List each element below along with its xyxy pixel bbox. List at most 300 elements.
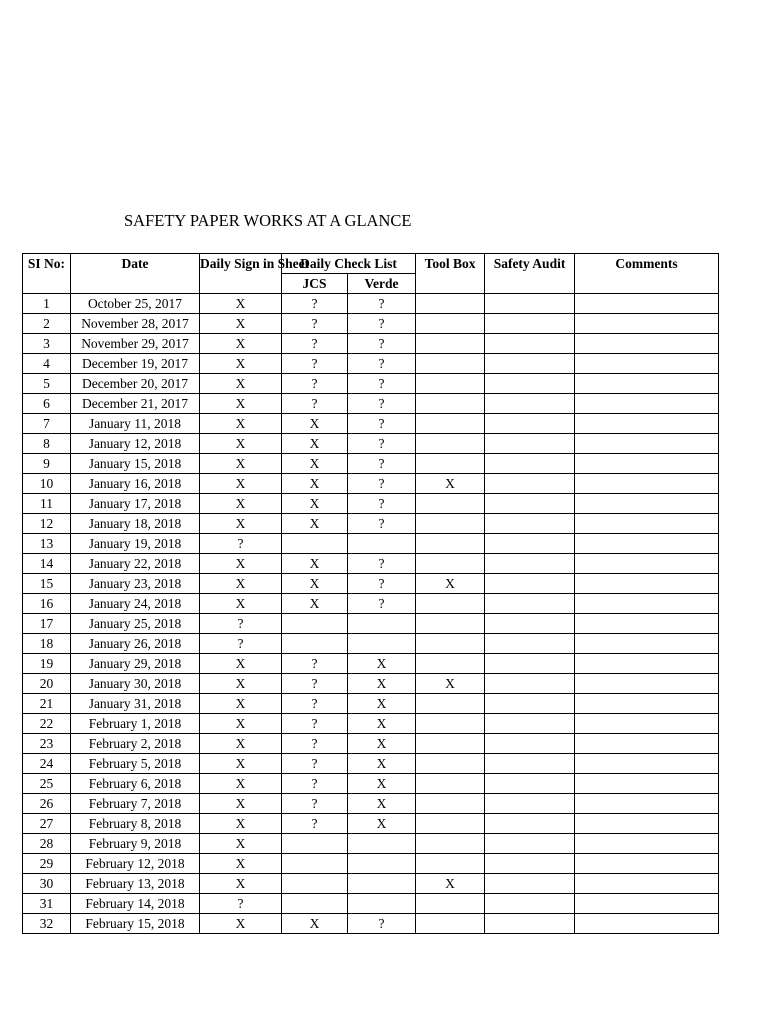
cell-daily-sign: X <box>200 654 282 674</box>
cell-date: January 12, 2018 <box>71 434 200 454</box>
cell-date: February 7, 2018 <box>71 794 200 814</box>
cell-tool-box <box>416 354 485 374</box>
cell-safety-audit <box>485 694 575 714</box>
cell-jcs <box>282 874 348 894</box>
header-daily-check-list: Daily Check List <box>282 254 416 274</box>
cell-safety-audit <box>485 814 575 834</box>
cell-jcs: ? <box>282 714 348 734</box>
table-row <box>23 554 719 574</box>
cell-jcs: ? <box>282 354 348 374</box>
table-row <box>23 854 719 874</box>
cell-daily-sign: X <box>200 734 282 754</box>
cell-safety-audit <box>485 534 575 554</box>
cell-si-no: 30 <box>23 874 71 894</box>
cell-comments <box>575 454 719 474</box>
table-row <box>23 914 719 934</box>
cell-comments <box>575 294 719 314</box>
cell-si-no: 19 <box>23 654 71 674</box>
table-row <box>23 654 719 674</box>
cell-jcs: ? <box>282 374 348 394</box>
cell-tool-box <box>416 914 485 934</box>
cell-tool-box <box>416 494 485 514</box>
table-row <box>23 814 719 834</box>
cell-daily-sign: X <box>200 494 282 514</box>
cell-si-no: 4 <box>23 354 71 374</box>
cell-date: December 19, 2017 <box>71 354 200 374</box>
cell-jcs <box>282 534 348 554</box>
cell-daily-sign: ? <box>200 634 282 654</box>
cell-tool-box <box>416 774 485 794</box>
cell-daily-sign: X <box>200 454 282 474</box>
cell-daily-sign: X <box>200 674 282 694</box>
cell-si-no: 2 <box>23 314 71 334</box>
cell-si-no: 32 <box>23 914 71 934</box>
cell-comments <box>575 674 719 694</box>
header-tool-box: Tool Box <box>416 254 485 294</box>
cell-tool-box: X <box>416 874 485 894</box>
cell-tool-box <box>416 294 485 314</box>
cell-daily-sign: X <box>200 414 282 434</box>
cell-verde: X <box>348 654 416 674</box>
cell-si-no: 17 <box>23 614 71 634</box>
cell-comments <box>575 774 719 794</box>
cell-daily-sign: X <box>200 914 282 934</box>
cell-verde: X <box>348 794 416 814</box>
table-row <box>23 834 719 854</box>
header-verde: Verde <box>348 274 416 294</box>
cell-si-no: 14 <box>23 554 71 574</box>
cell-tool-box <box>416 534 485 554</box>
cell-verde: ? <box>348 314 416 334</box>
cell-tool-box <box>416 614 485 634</box>
cell-safety-audit <box>485 634 575 654</box>
cell-tool-box <box>416 594 485 614</box>
cell-safety-audit <box>485 294 575 314</box>
cell-safety-audit <box>485 414 575 434</box>
cell-tool-box <box>416 814 485 834</box>
cell-tool-box <box>416 754 485 774</box>
cell-jcs: ? <box>282 654 348 674</box>
safety-paperwork-table <box>22 253 719 934</box>
cell-comments <box>575 354 719 374</box>
cell-si-no: 12 <box>23 514 71 534</box>
cell-safety-audit <box>485 754 575 774</box>
cell-jcs: ? <box>282 294 348 314</box>
cell-tool-box <box>416 854 485 874</box>
cell-daily-sign: ? <box>200 534 282 554</box>
cell-verde: ? <box>348 434 416 454</box>
table-row <box>23 694 719 714</box>
cell-si-no: 18 <box>23 634 71 654</box>
table-row <box>23 414 719 434</box>
header-daily-sign: Daily Sign in Sheet <box>200 254 282 294</box>
table-row <box>23 634 719 654</box>
cell-comments <box>575 694 719 714</box>
cell-date: January 19, 2018 <box>71 534 200 554</box>
cell-daily-sign: X <box>200 814 282 834</box>
cell-verde: ? <box>348 514 416 534</box>
cell-verde: ? <box>348 594 416 614</box>
cell-date: February 15, 2018 <box>71 914 200 934</box>
cell-si-no: 15 <box>23 574 71 594</box>
cell-tool-box <box>416 694 485 714</box>
cell-verde: X <box>348 674 416 694</box>
cell-daily-sign: X <box>200 714 282 734</box>
cell-tool-box <box>416 734 485 754</box>
cell-verde <box>348 854 416 874</box>
cell-verde <box>348 614 416 634</box>
cell-date: February 2, 2018 <box>71 734 200 754</box>
cell-jcs: ? <box>282 674 348 694</box>
cell-safety-audit <box>485 854 575 874</box>
table-row <box>23 714 719 734</box>
cell-jcs: X <box>282 494 348 514</box>
cell-jcs: X <box>282 554 348 574</box>
cell-tool-box <box>416 654 485 674</box>
cell-daily-sign: ? <box>200 894 282 914</box>
cell-tool-box <box>416 434 485 454</box>
cell-date: January 24, 2018 <box>71 594 200 614</box>
cell-si-no: 6 <box>23 394 71 414</box>
cell-safety-audit <box>485 794 575 814</box>
cell-si-no: 5 <box>23 374 71 394</box>
cell-tool-box: X <box>416 474 485 494</box>
table-row <box>23 374 719 394</box>
cell-jcs: ? <box>282 314 348 334</box>
cell-jcs: X <box>282 574 348 594</box>
cell-safety-audit <box>485 674 575 694</box>
table-row <box>23 534 719 554</box>
table-row <box>23 754 719 774</box>
cell-verde <box>348 834 416 854</box>
cell-comments <box>575 314 719 334</box>
cell-safety-audit <box>485 574 575 594</box>
cell-verde: ? <box>348 574 416 594</box>
table-row <box>23 314 719 334</box>
table-row <box>23 454 719 474</box>
cell-comments <box>575 554 719 574</box>
cell-si-no: 21 <box>23 694 71 714</box>
cell-verde: ? <box>348 334 416 354</box>
cell-si-no: 27 <box>23 814 71 834</box>
cell-verde: X <box>348 774 416 794</box>
cell-daily-sign: X <box>200 514 282 534</box>
cell-verde <box>348 634 416 654</box>
cell-jcs: X <box>282 514 348 534</box>
cell-date: January 23, 2018 <box>71 574 200 594</box>
cell-comments <box>575 394 719 414</box>
header-si-no: SI No: <box>23 254 71 294</box>
cell-verde: X <box>348 754 416 774</box>
table-row <box>23 294 719 314</box>
cell-verde: X <box>348 714 416 734</box>
cell-safety-audit <box>485 374 575 394</box>
cell-date: February 1, 2018 <box>71 714 200 734</box>
cell-comments <box>575 914 719 934</box>
header-comments: Comments <box>575 254 719 294</box>
table-row <box>23 514 719 534</box>
cell-date: February 12, 2018 <box>71 854 200 874</box>
cell-tool-box <box>416 334 485 354</box>
cell-comments <box>575 874 719 894</box>
cell-comments <box>575 854 719 874</box>
cell-jcs <box>282 854 348 874</box>
document-title: SAFETY PAPER WORKS AT A GLANCE <box>124 211 412 230</box>
cell-date: January 17, 2018 <box>71 494 200 514</box>
cell-verde: X <box>348 694 416 714</box>
cell-tool-box <box>416 834 485 854</box>
cell-safety-audit <box>485 494 575 514</box>
table-row <box>23 574 719 594</box>
cell-tool-box <box>416 894 485 914</box>
cell-safety-audit <box>485 614 575 634</box>
cell-verde: ? <box>348 454 416 474</box>
cell-daily-sign: X <box>200 434 282 454</box>
cell-jcs: X <box>282 434 348 454</box>
cell-verde: X <box>348 814 416 834</box>
cell-si-no: 22 <box>23 714 71 734</box>
cell-safety-audit <box>485 834 575 854</box>
cell-si-no: 3 <box>23 334 71 354</box>
cell-date: December 20, 2017 <box>71 374 200 394</box>
table-row <box>23 434 719 454</box>
cell-jcs: X <box>282 594 348 614</box>
table-row <box>23 734 719 754</box>
cell-tool-box <box>416 714 485 734</box>
cell-safety-audit <box>485 774 575 794</box>
cell-safety-audit <box>485 594 575 614</box>
cell-date: January 25, 2018 <box>71 614 200 634</box>
cell-comments <box>575 374 719 394</box>
cell-safety-audit <box>485 874 575 894</box>
table-row <box>23 874 719 894</box>
cell-daily-sign: X <box>200 554 282 574</box>
table-row <box>23 334 719 354</box>
cell-si-no: 1 <box>23 294 71 314</box>
cell-safety-audit <box>485 434 575 454</box>
cell-tool-box <box>416 454 485 474</box>
cell-daily-sign: X <box>200 474 282 494</box>
cell-date: November 28, 2017 <box>71 314 200 334</box>
table-row <box>23 594 719 614</box>
cell-si-no: 25 <box>23 774 71 794</box>
cell-date: January 22, 2018 <box>71 554 200 574</box>
cell-date: February 9, 2018 <box>71 834 200 854</box>
cell-jcs <box>282 614 348 634</box>
cell-jcs: X <box>282 454 348 474</box>
cell-si-no: 9 <box>23 454 71 474</box>
cell-safety-audit <box>485 654 575 674</box>
cell-jcs: ? <box>282 794 348 814</box>
cell-safety-audit <box>485 894 575 914</box>
cell-daily-sign: X <box>200 754 282 774</box>
cell-date: January 18, 2018 <box>71 514 200 534</box>
cell-safety-audit <box>485 334 575 354</box>
cell-comments <box>575 494 719 514</box>
cell-date: October 25, 2017 <box>71 294 200 314</box>
cell-date: February 6, 2018 <box>71 774 200 794</box>
cell-daily-sign: X <box>200 774 282 794</box>
cell-verde: ? <box>348 354 416 374</box>
cell-jcs: ? <box>282 694 348 714</box>
table-row <box>23 794 719 814</box>
cell-tool-box <box>416 394 485 414</box>
cell-si-no: 28 <box>23 834 71 854</box>
cell-tool-box <box>416 314 485 334</box>
cell-tool-box <box>416 374 485 394</box>
table-row <box>23 894 719 914</box>
table-row <box>23 474 719 494</box>
header-date: Date <box>71 254 200 294</box>
cell-daily-sign: X <box>200 294 282 314</box>
cell-date: January 30, 2018 <box>71 674 200 694</box>
cell-date: January 26, 2018 <box>71 634 200 654</box>
cell-verde <box>348 874 416 894</box>
cell-comments <box>575 614 719 634</box>
cell-comments <box>575 514 719 534</box>
cell-daily-sign: X <box>200 394 282 414</box>
cell-comments <box>575 654 719 674</box>
cell-si-no: 13 <box>23 534 71 554</box>
cell-verde: ? <box>348 374 416 394</box>
cell-verde <box>348 894 416 914</box>
cell-jcs <box>282 634 348 654</box>
cell-date: February 13, 2018 <box>71 874 200 894</box>
cell-si-no: 23 <box>23 734 71 754</box>
cell-daily-sign: X <box>200 594 282 614</box>
header-jcs: JCS <box>282 274 348 294</box>
cell-tool-box <box>416 554 485 574</box>
cell-jcs: ? <box>282 334 348 354</box>
cell-si-no: 7 <box>23 414 71 434</box>
cell-jcs: ? <box>282 394 348 414</box>
cell-daily-sign: X <box>200 854 282 874</box>
cell-date: January 29, 2018 <box>71 654 200 674</box>
cell-date: February 8, 2018 <box>71 814 200 834</box>
cell-si-no: 11 <box>23 494 71 514</box>
cell-safety-audit <box>485 514 575 534</box>
cell-daily-sign: X <box>200 574 282 594</box>
cell-safety-audit <box>485 474 575 494</box>
cell-jcs: ? <box>282 754 348 774</box>
cell-si-no: 31 <box>23 894 71 914</box>
cell-verde: ? <box>348 554 416 574</box>
cell-date: November 29, 2017 <box>71 334 200 354</box>
table-row <box>23 674 719 694</box>
cell-comments <box>575 534 719 554</box>
cell-si-no: 26 <box>23 794 71 814</box>
cell-daily-sign: X <box>200 374 282 394</box>
cell-jcs: ? <box>282 814 348 834</box>
cell-daily-sign: X <box>200 834 282 854</box>
cell-tool-box: X <box>416 674 485 694</box>
cell-comments <box>575 834 719 854</box>
cell-si-no: 10 <box>23 474 71 494</box>
cell-comments <box>575 474 719 494</box>
cell-verde: ? <box>348 474 416 494</box>
cell-comments <box>575 334 719 354</box>
cell-safety-audit <box>485 314 575 334</box>
cell-comments <box>575 414 719 434</box>
header-safety-audit: Safety Audit <box>485 254 575 294</box>
cell-tool-box <box>416 634 485 654</box>
cell-safety-audit <box>485 734 575 754</box>
cell-tool-box <box>416 414 485 434</box>
cell-verde: X <box>348 734 416 754</box>
cell-verde: ? <box>348 494 416 514</box>
cell-date: February 5, 2018 <box>71 754 200 774</box>
cell-comments <box>575 794 719 814</box>
cell-verde: ? <box>348 294 416 314</box>
cell-comments <box>575 574 719 594</box>
cell-daily-sign: X <box>200 694 282 714</box>
cell-si-no: 16 <box>23 594 71 614</box>
cell-safety-audit <box>485 394 575 414</box>
cell-jcs <box>282 894 348 914</box>
table-row <box>23 774 719 794</box>
cell-verde: ? <box>348 414 416 434</box>
cell-daily-sign: X <box>200 354 282 374</box>
cell-date: January 31, 2018 <box>71 694 200 714</box>
cell-safety-audit <box>485 354 575 374</box>
cell-comments <box>575 634 719 654</box>
cell-comments <box>575 754 719 774</box>
cell-date: January 15, 2018 <box>71 454 200 474</box>
cell-date: December 21, 2017 <box>71 394 200 414</box>
cell-comments <box>575 594 719 614</box>
table-row <box>23 354 719 374</box>
cell-date: February 14, 2018 <box>71 894 200 914</box>
cell-jcs: X <box>282 474 348 494</box>
cell-daily-sign: X <box>200 334 282 354</box>
cell-tool-box <box>416 794 485 814</box>
cell-safety-audit <box>485 914 575 934</box>
cell-tool-box: X <box>416 574 485 594</box>
cell-verde: ? <box>348 394 416 414</box>
cell-daily-sign: X <box>200 314 282 334</box>
cell-comments <box>575 894 719 914</box>
cell-safety-audit <box>485 714 575 734</box>
cell-jcs: X <box>282 414 348 434</box>
cell-daily-sign: X <box>200 794 282 814</box>
cell-si-no: 20 <box>23 674 71 694</box>
cell-safety-audit <box>485 454 575 474</box>
table-row <box>23 614 719 634</box>
cell-date: January 16, 2018 <box>71 474 200 494</box>
cell-safety-audit <box>485 554 575 574</box>
cell-verde <box>348 534 416 554</box>
cell-daily-sign: ? <box>200 614 282 634</box>
cell-daily-sign: X <box>200 874 282 894</box>
cell-tool-box <box>416 514 485 534</box>
cell-jcs <box>282 834 348 854</box>
cell-jcs: ? <box>282 734 348 754</box>
cell-jcs: ? <box>282 774 348 794</box>
cell-verde: ? <box>348 914 416 934</box>
cell-comments <box>575 714 719 734</box>
cell-comments <box>575 814 719 834</box>
table-row <box>23 494 719 514</box>
table-body <box>23 294 719 934</box>
cell-si-no: 29 <box>23 854 71 874</box>
table-row <box>23 394 719 414</box>
cell-comments <box>575 734 719 754</box>
cell-si-no: 24 <box>23 754 71 774</box>
cell-jcs: X <box>282 914 348 934</box>
table-header <box>23 254 719 294</box>
cell-comments <box>575 434 719 454</box>
cell-si-no: 8 <box>23 434 71 454</box>
